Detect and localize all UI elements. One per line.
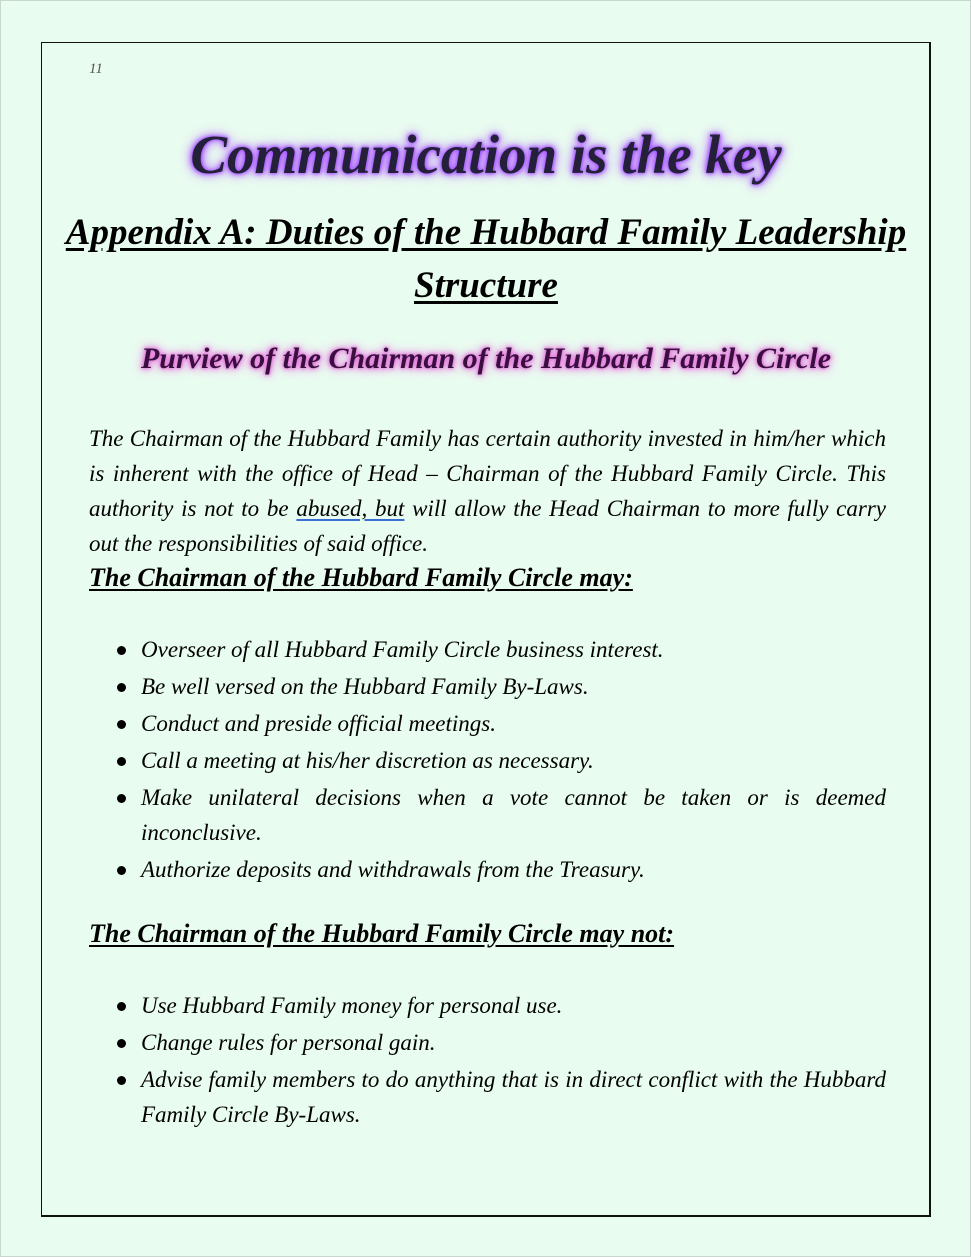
may-not-heading: The Chairman of the Hubbard Family Circle may not: — [89, 919, 675, 948]
bullet-icon — [117, 1076, 126, 1085]
list-item: Make unilateral decisions when a vote cannot be taken or is deemed inconclusive. — [115, 780, 886, 850]
bullet-icon — [117, 1039, 126, 1048]
intro-text-part2: will allow the Head Chairman to more fully carry out the responsibilities of said office. — [89, 496, 886, 556]
main-title: Communication is the key — [190, 124, 782, 185]
page-number: 11 — [89, 61, 103, 77]
bullet-icon — [117, 757, 126, 766]
may-heading: The Chairman of the Hubbard Family Circle may: — [89, 563, 633, 592]
list-item: Authorize deposits and withdrawals from the Treasury. — [115, 852, 886, 887]
intro-paragraph — [89, 421, 886, 561]
may-not-list — [115, 988, 886, 1134]
intro-underlined-text: abused, but — [296, 496, 405, 521]
list-item: Use Hubbard Family money for personal use. — [115, 988, 886, 1023]
bullet-icon — [117, 646, 126, 655]
bullet-icon — [117, 794, 126, 803]
list-item: Advise family members to do anything that is in direct conflict with the Hubbard Family Circle By-Laws. — [115, 1062, 886, 1132]
list-item: Call a meeting at his/her discretion as necessary. — [115, 743, 886, 778]
list-item: Overseer of all Hubbard Family Circle business interest. — [115, 632, 886, 667]
intro-text-part1: The Chairman of the Hubbard Family has certain authority invested in him/her which is inherent with the office of Head – Chairman of the Hubbard Family Circle. This authority is not to be — [89, 426, 886, 521]
bullet-icon — [117, 683, 126, 692]
appendix-title: Appendix A: Duties of the Hubbard Family Leadership Structure — [65, 212, 907, 306]
bullet-icon — [117, 1002, 126, 1011]
list-item: Conduct and preside official meetings. — [115, 706, 886, 741]
list-item: Change rules for personal gain. — [115, 1025, 886, 1060]
may-list — [115, 632, 886, 889]
purview-title: Purview of the Chairman of the Hubbard Family Circle — [140, 342, 832, 375]
bullet-icon — [117, 866, 126, 875]
list-item: Be well versed on the Hubbard Family By-Laws. — [115, 669, 886, 704]
bullet-icon — [117, 720, 126, 729]
